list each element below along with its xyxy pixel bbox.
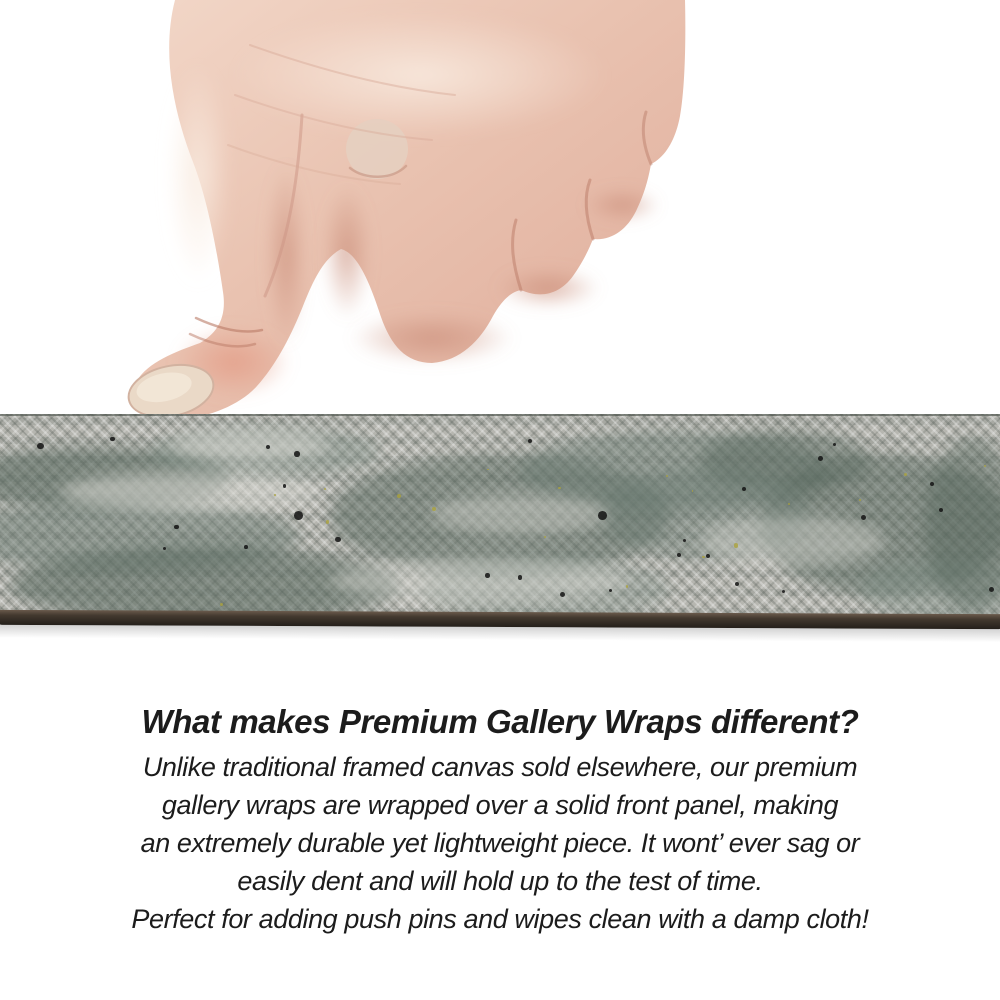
canvas-speckle [702, 556, 705, 559]
canvas-speckle [485, 573, 489, 577]
index-bottom-shadow [350, 312, 514, 364]
caption-line-2: gallery wraps are wrapped over a solid front panel, making [161, 790, 839, 820]
canvas-speckle [274, 494, 276, 496]
canvas-speckle [859, 499, 861, 501]
middle-bottom-shadow [496, 268, 600, 308]
caption-line-5: Perfect for adding push pins and wipes clean with a damp cloth! [131, 904, 869, 934]
canvas-speckle [598, 511, 607, 520]
hand-photo [0, 0, 1000, 420]
canvas-speckle [110, 437, 115, 442]
canvas-paint-patch [430, 494, 610, 534]
canvas-speckle [818, 456, 823, 461]
thumb-side-shadow [266, 163, 306, 347]
hand-highlight [235, 13, 605, 137]
canvas-speckle [326, 520, 330, 524]
canvas-speckle [283, 484, 286, 487]
canvas-paint-patch [60, 472, 320, 512]
canvas-speckle [782, 590, 785, 593]
canvas-texture [0, 414, 1000, 615]
hand-pressing-thumb-illustration [0, 0, 1000, 420]
canvas-paint-patch [700, 516, 885, 566]
canvas-speckle [335, 537, 340, 542]
caption-line-3: an extremely durable yet lightweight piece. It wont’ ever sag or [140, 828, 860, 858]
canvas-speckle [735, 582, 739, 586]
canvas-speckle [266, 445, 270, 449]
canvas-speckle [528, 439, 532, 443]
canvas-speckle [324, 488, 327, 491]
canvas-speckle [666, 475, 668, 477]
caption-line-1: Unlike traditional framed canvas sold elsewhere, our premium [142, 752, 858, 782]
canvas-paint-patch [330, 558, 630, 603]
canvas-speckle [294, 451, 299, 456]
thumb-highlight [166, 65, 230, 285]
canvas-speckle [174, 525, 179, 530]
canvas-wrap-edge-photo [0, 414, 1000, 644]
ring-bottom-shadow [584, 189, 660, 221]
web-shadow [323, 184, 371, 320]
canvas-speckle [518, 575, 522, 579]
canvas-speckle [244, 545, 248, 549]
caption-title: What makes Premium Gallery Wraps different? [141, 703, 859, 740]
canvas-speckle [294, 511, 303, 520]
canvas-speckle [734, 543, 738, 547]
caption-line-4: easily dent and will hold up to the test of time. [237, 866, 763, 896]
canvas-speckle [37, 443, 43, 449]
canvas-speckle [742, 487, 746, 491]
canvas-paint-patch [170, 430, 330, 460]
caption-block [0, 700, 1000, 938]
